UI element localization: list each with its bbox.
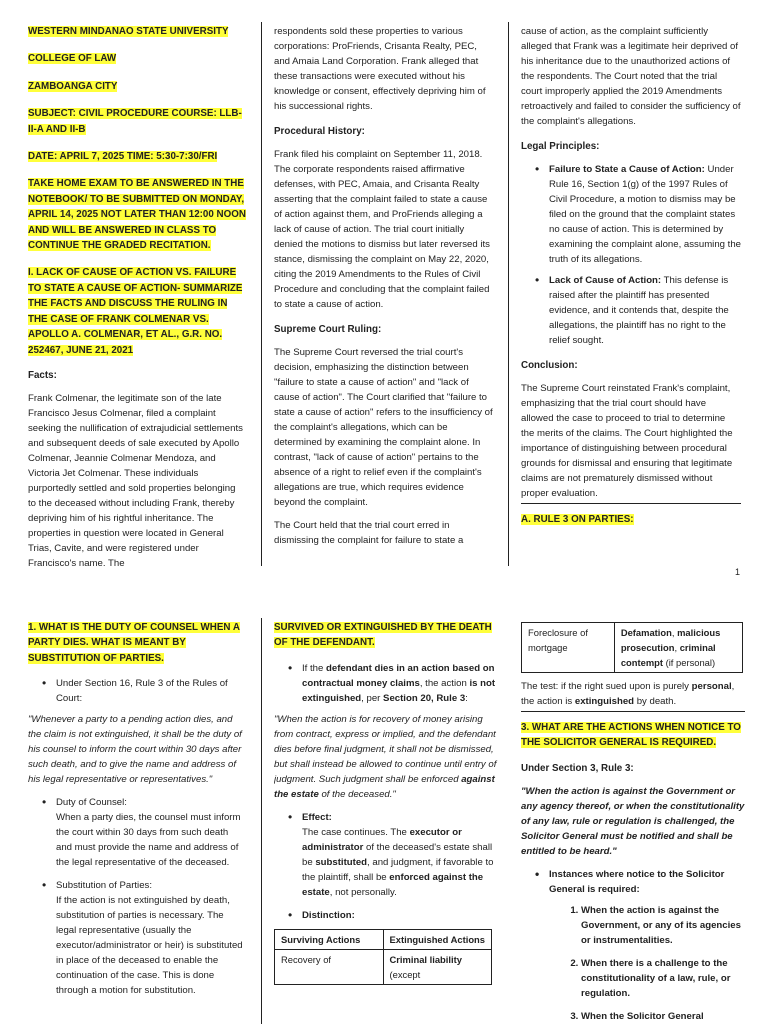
list-item: • Instances where notice to the Solicitor General is required:	[549, 867, 745, 897]
header-subject: SUBJECT: CIVIL PROCEDURE COURSE: LLB-II-A AND II-B	[28, 108, 242, 135]
page2-column-3	[521, 620, 745, 1024]
column-divider	[508, 22, 509, 566]
numbered-list	[521, 903, 745, 1024]
bullet-text: If the action is not extinguished by death, substitution of parties is necessary. The legal representative (usually the executor/administrator or heir) is substituted in place of the deceased to enable the continuation of the case. This is done through a motion for substitution.	[56, 895, 243, 997]
distinction-table-continued	[521, 622, 743, 673]
list-item	[56, 878, 246, 998]
facts-continuation: respondents sold these properties to various corporations: ProFriends, Crisanta Realty, PEC, and Amaia Land Corporation. Frank alleged that these transactions were executed without his knowledge or consent, effectively depriving him of his successional rights.	[274, 26, 486, 112]
section-3-quote: "When the action is against the Government or any agency thereof, or when the constitutionality of any law, rule or regulation is challenged, the Solicitor General must be notified and shall be entitled to be heard."	[521, 785, 745, 857]
page-gap	[0, 590, 768, 600]
text-run: , not personally.	[329, 886, 397, 898]
text-run: malicious prosecution	[620, 627, 721, 653]
list-item: • Under Section 16, Rule 3 of the Rules of Court:	[56, 676, 246, 706]
bullet-list	[28, 676, 246, 706]
header-date: DATE: APRIL 7, 2025 TIME: 5:30-7:30/FRI	[28, 151, 218, 163]
section-20-quote	[274, 712, 498, 802]
list-item	[302, 908, 498, 923]
text-run: ,	[671, 627, 678, 638]
question-heading: 1. WHAT IS THE DUTY OF COUNSEL WHEN A PARTY DIES. WHAT IS MEANT BY SUBSTITUTION OF PARTIES.	[28, 622, 240, 664]
held-text: The Court held that the trial court erred in dismissing the complaint for failure to state a	[274, 520, 464, 546]
conclusion-text: The Supreme Court reinstated Frank's complaint, emphasizing that the trial court should have allowed the case to proceed to trial to determine the merits of the claims. The Court highlighted the importance of distinguishing between procedural grounds for dismissal and ensuring that legitimate claims are not prematurely dismissed without proper evaluation.	[521, 381, 741, 504]
table-cell: Recovery of	[275, 949, 384, 984]
text-run: criminal contempt	[620, 642, 716, 668]
bullet-heading: • Effect:	[302, 811, 332, 823]
page1-column-1	[28, 24, 246, 590]
list-item	[549, 273, 741, 348]
text-run: ,	[674, 642, 680, 653]
text-run: by death.	[634, 696, 677, 707]
bullet-heading: • Duty of Counsel:	[56, 797, 127, 809]
text-run: Section 20, Rule 3	[383, 692, 466, 704]
page2-column-1	[28, 620, 246, 1024]
procedural-history-text: Frank filed his complaint on September 11, 2018. The corporate respondents raised affirmative defenses, with PEC, Amaia, and Crisanta Realty asserting that the complaint failed to state a cause of action against them, and ProFriends alleging a lack of cause of action. The trial court initially denied the motions to dismiss but later reversed its stance, dismissing the complaint on May 22, 2020, citing the 2019 Amendments to the Rules of Civil Procedure and concluding that the complaint failed to state a cause of action.	[274, 149, 490, 310]
rule3-heading: A. RULE 3 ON PARTIES:	[521, 514, 634, 525]
bullet-text: When a party dies, the counsel must inform the court within 30 days from such death and must provide the name and address of the legal representative of the deceased.	[56, 812, 241, 869]
test-text	[521, 679, 745, 712]
list-item: 3. When the Solicitor General	[581, 1009, 745, 1024]
list-item	[302, 661, 498, 706]
page-number: 1	[734, 567, 740, 577]
header-city: ZAMBOANGA CITY	[28, 80, 118, 92]
section-heading: Under Section 3, Rule 3:	[521, 762, 634, 774]
conclusion-heading: Conclusion:	[521, 360, 578, 371]
text-run: is not extinguished	[302, 677, 496, 704]
bullet-heading: • Substitution of Parties:	[56, 880, 152, 892]
legal-principles-heading: Legal Principles:	[521, 141, 600, 152]
text-run: , the action	[419, 677, 470, 689]
table-row	[275, 949, 492, 984]
question-heading: SURVIVED OR EXTINGUISHED BY THE DEATH OF THE DEFENDANT.	[274, 622, 492, 649]
facts-heading: Facts:	[28, 369, 57, 381]
text-run: The case continues. The	[302, 826, 410, 838]
text-run: Criminal liability	[389, 953, 462, 965]
table-header: Surviving Actions	[275, 929, 384, 949]
ruling-text: The Supreme Court reversed the trial court's decision, emphasizing the distinction between "failure to state a cause of action" and "lack of cause of action". The Court clarified that "failure to state a cause of action" refers to the insufficiency of the complaint's allegations, which can be determined by examining the complaint alone. In contrast, "lack of cause of action" pertains to the absence of a right to relief even if the complaint's allegations are true, which requires evidence beyond the complaint.	[274, 347, 493, 508]
column-divider	[261, 618, 262, 1024]
text-run: Defamation	[620, 627, 672, 638]
text-run: If the	[302, 662, 326, 674]
procedural-history-heading: Procedural History:	[274, 126, 365, 137]
table-header-row	[275, 929, 492, 949]
text-run: enforced against the estate	[302, 871, 484, 898]
header-college: COLLEGE OF LAW	[28, 53, 117, 65]
text-run: of the deceased's estate shall be	[302, 841, 493, 868]
list-item	[549, 162, 741, 267]
text-run: of the deceased."	[318, 788, 396, 800]
text-run: , and judgment, if favorable to the plaintiff, shall be	[302, 856, 494, 883]
page1-column-2	[274, 24, 494, 564]
text-run: :	[465, 692, 468, 704]
legal-principles-list	[521, 162, 741, 348]
text-run: defendant dies in an action based on contractual money claims	[302, 662, 495, 689]
text-run: The test: if the right sued upon is purely	[521, 681, 692, 692]
bullet-text	[302, 825, 498, 900]
table-cell	[614, 623, 742, 673]
list-item: 1. When the action is against the Government, or any of its agencies or instrumentalities.	[581, 903, 745, 948]
ruling-continuation: cause of action, as the complaint sufficiently alleged that Frank was a legitimate heir deprived of his inheritance due to the unauthorized actions of the respondents. The Court noted that the trial court improperly applied the 2019 Amendments retroactively and failed to consider the sufficiency of the complaint's allegations.	[521, 26, 741, 127]
text-run: (except	[389, 968, 421, 980]
section-16-quote: "Whenever a party to a pending action dies, and the claim is not extinguished, it shall be the duty of his counsel to inform the court within 30 days after such death, and to give the name and address of his legal representative or representatives."	[28, 714, 242, 786]
page1-column-3	[521, 24, 741, 564]
document-page-2	[0, 600, 768, 1024]
bullet-list	[274, 810, 498, 923]
text-run: , the action is	[521, 681, 735, 707]
list-item	[302, 810, 498, 900]
distinction-table	[274, 929, 492, 985]
question-heading: 3. WHAT ARE THE ACTIONS WHEN NOTICE TO THE SOLICITOR GENERAL IS REQUIRED.	[521, 722, 741, 749]
table-cell	[383, 949, 492, 984]
bullet-list	[28, 795, 246, 998]
table-header: Extinguished Actions	[383, 929, 492, 949]
text-run: "When the action is for recovery of money arising from contract, express or implied, and the defendant dies before final judgment, it shall not be dismissed, but shall instead be allowed to continue until entry of judgment. Such judgment shall be enforced	[274, 713, 497, 785]
principle-term: Lack of Cause of Action:	[549, 275, 662, 286]
principle-text: This defense is raised after the plaintiff has presented evidence, and it contends that, despite the allegations, the plaintiff has no right to the relief sought.	[549, 275, 729, 346]
bullet-list	[521, 867, 745, 897]
facts-text: Frank Colmenar, the legitimate son of the late Francisco Jesus Colmenar, filed a complaint seeking the nullification of extrajudicial settlements and subsequent deeds of sale executed by Apollo Colmenar, Jeannie Colmenar Mendoza, and Victoria Jet Colmenar. These individuals purportedly settled and sold properties belonging to the deceased without including Frank, thereby depriving him of his rightful inheritance. The properties in question were located in General Trias, Cavite, and were registered under Francisco's name. The	[28, 392, 243, 569]
header-university: WESTERN MINDANAO STATE UNIVERSITY	[28, 26, 229, 37]
list-item	[56, 795, 246, 870]
text-run: (if personal)	[663, 657, 716, 668]
text-run: substituted	[315, 856, 368, 868]
table-cell: Foreclosure of mortgage	[522, 623, 615, 673]
text-run: executor or administrator	[302, 826, 462, 853]
principle-text: Under Rule 16, Section 1(g) of the 1997 Rules of Civil Procedure, a motion to dismiss may be filed on the ground that the complaint states no cause of action. This is determined by examining the complaint alone, assuming the truth of its allegations.	[549, 164, 741, 265]
exam-instructions: TAKE HOME EXAM TO BE ANSWERED IN THE NOTEBOOK/ TO BE SUBMITTED ON MONDAY, APRIL 14, 2025 NOT LATER THAN 12:00 NOON AND WILL BE ANSWERED IN CLASS TO CONTINUE THE GRADED RECITATION.	[28, 178, 246, 252]
ruling-heading: Supreme Court Ruling:	[274, 324, 382, 335]
text-run: , per	[361, 692, 384, 704]
bullet-heading: • Distinction:	[302, 909, 355, 921]
question-1-heading: I. LACK OF CAUSE OF ACTION VS. FAILURE TO STATE A CAUSE OF ACTION- SUMMARIZE THE FACTS AND DISCUSS THE RULING IN THE CASE OF FRANK COLMENAR VS. APOLLO A. COLMENAR, ET AL., G.R. NO. 252467, JUNE 21, 2021	[28, 267, 243, 356]
page2-column-2	[274, 620, 498, 1024]
text-run: personal	[691, 681, 732, 692]
list-item: 2. When there is a challenge to the constitutionality of a law, rule, or regulation.	[581, 956, 745, 1001]
column-divider	[261, 22, 262, 566]
principle-term: Failure to State a Cause of Action:	[549, 164, 705, 175]
table-row	[522, 623, 743, 673]
text-run: extinguished	[574, 696, 635, 707]
text-run: against the estate	[274, 773, 495, 800]
bullet-list	[274, 661, 498, 706]
